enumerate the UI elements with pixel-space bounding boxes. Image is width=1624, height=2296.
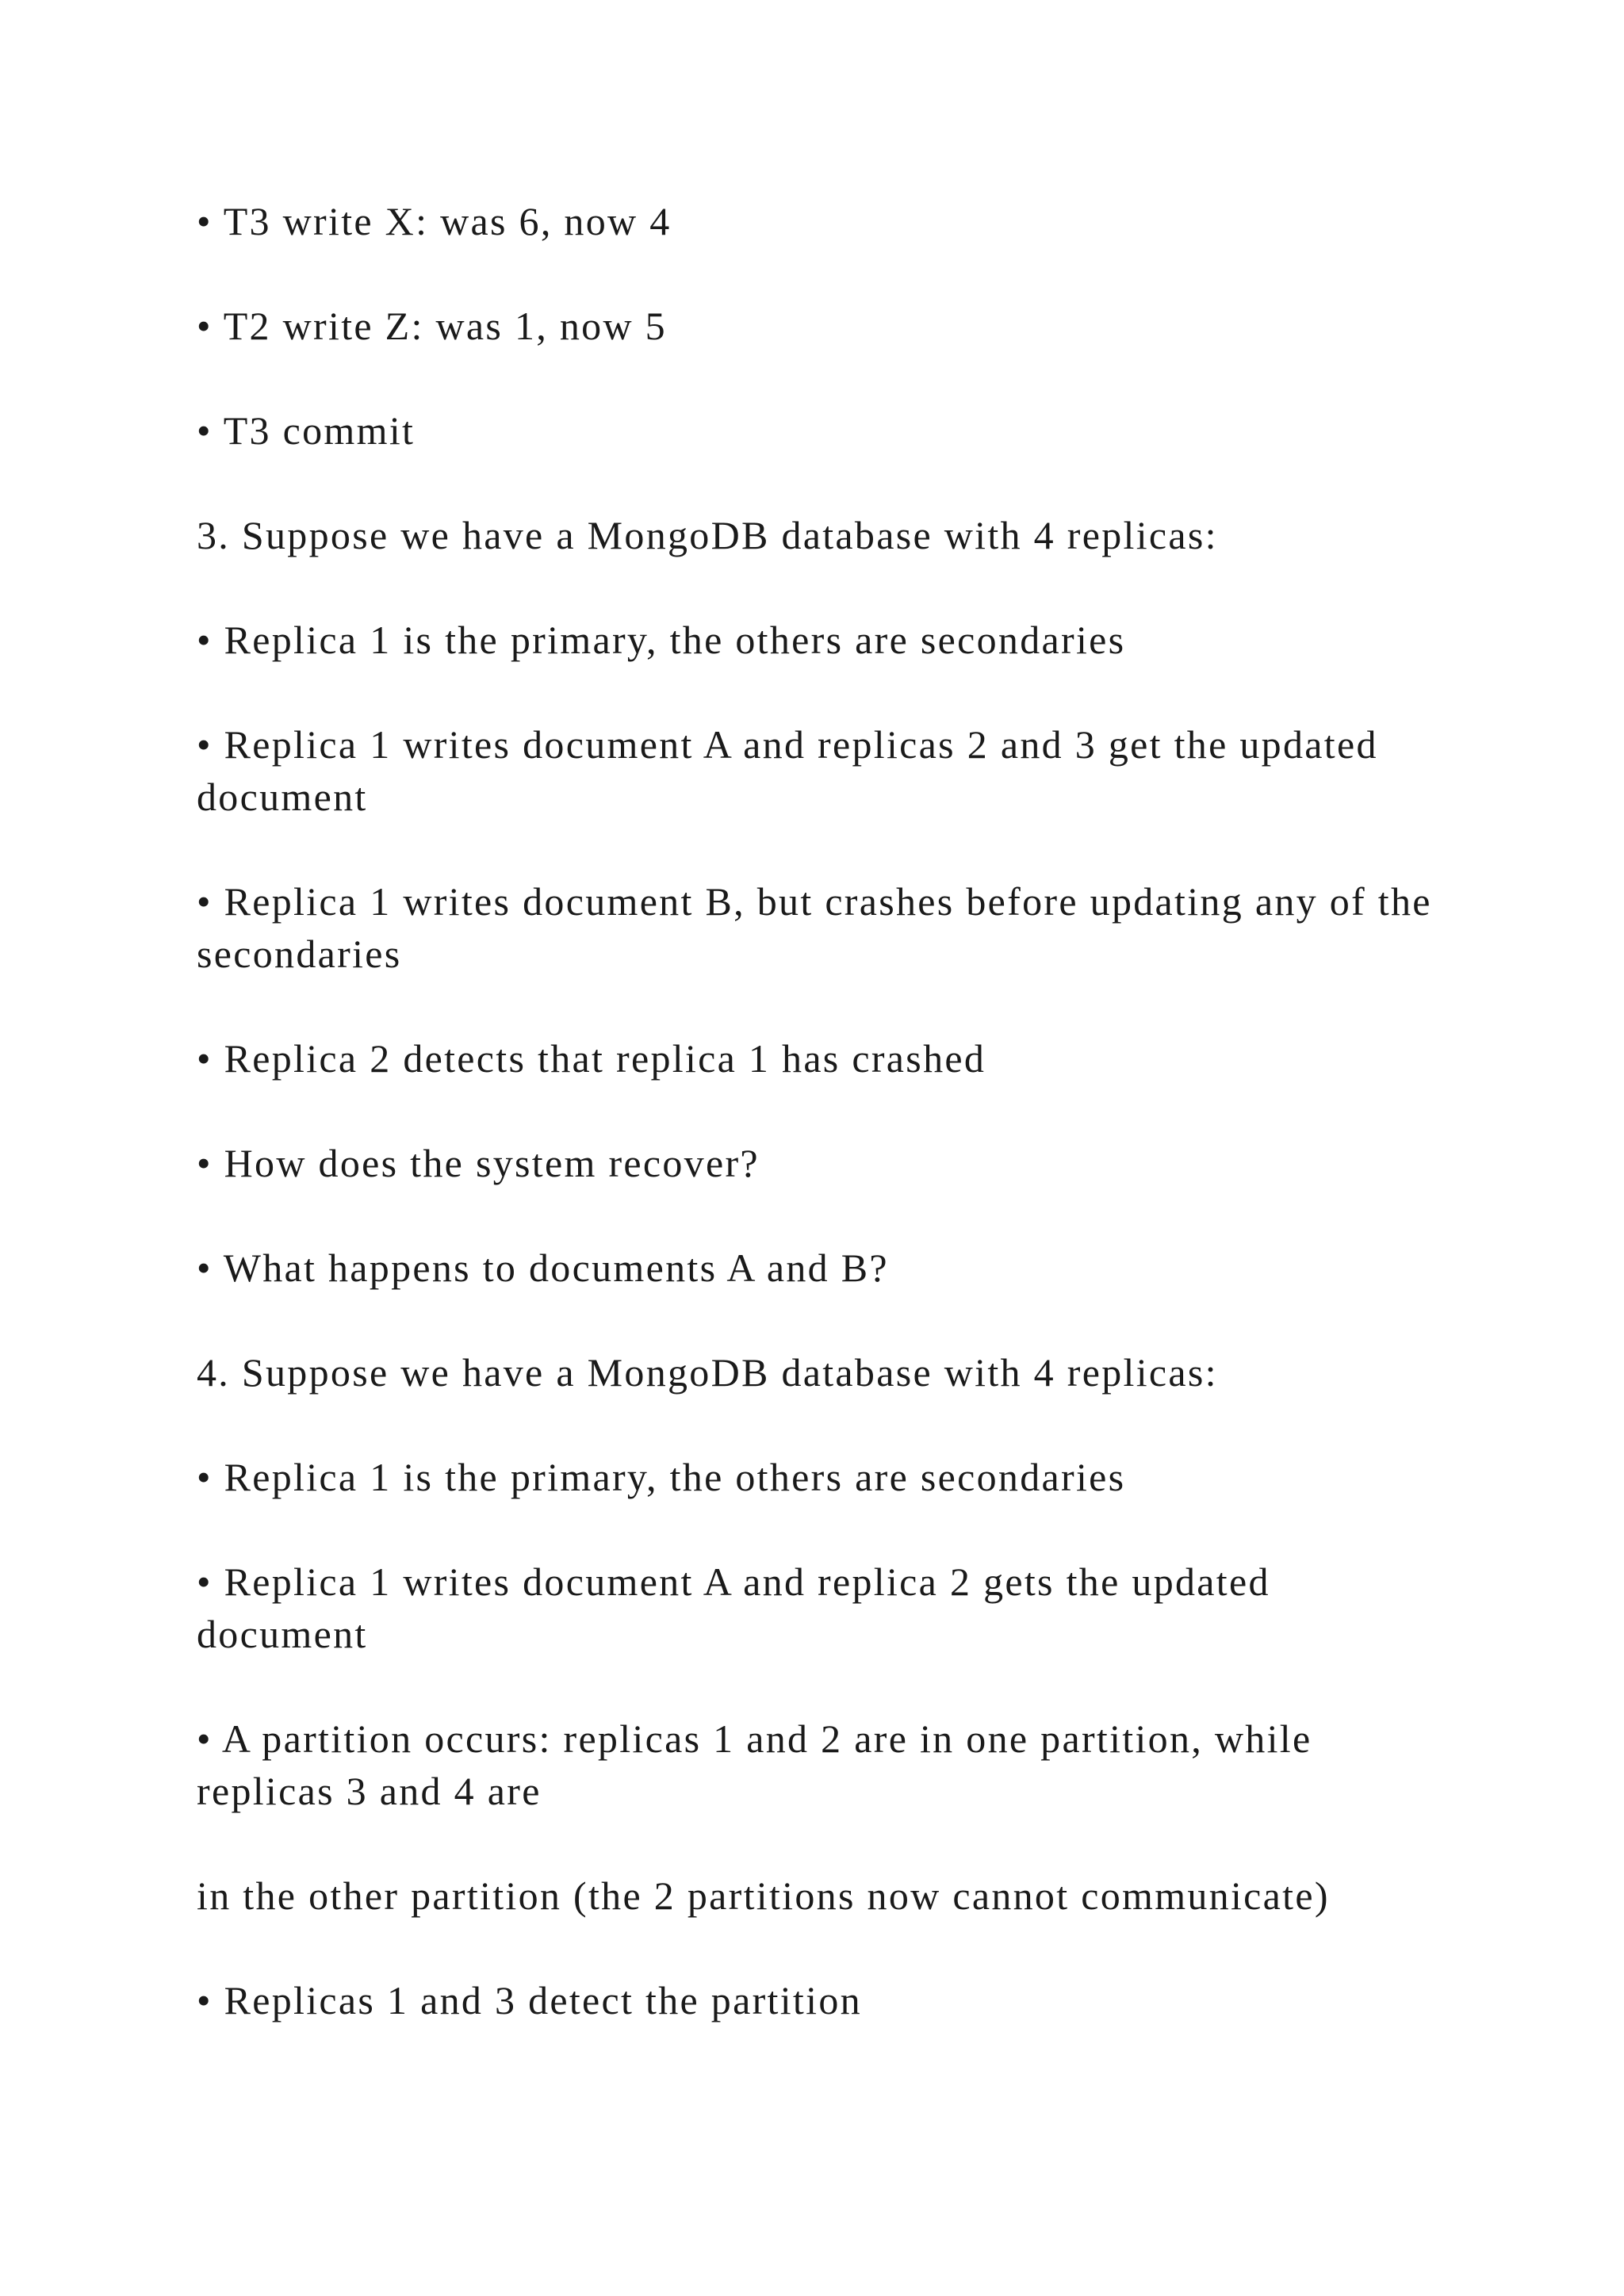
q3-bullet-detects-crash: • Replica 2 detects that replica 1 has crashed [197,1036,986,1081]
q3-bullet-how-recover: • How does the system recover? [197,1141,760,1185]
q4-partition-continued: in the other partition (the 2 partitions now cannot communicate) [197,1873,1330,1918]
q4-bullet-partition: • A partition occurs: replicas 1 and 2 are in one partition, while replicas 3 and 4 are [197,1716,1312,1813]
q3-bullet-primary: • Replica 1 is the primary, the others are secondaries [197,618,1126,662]
q4-bullet-detect-partition: • Replicas 1 and 3 detect the partition [197,1978,862,2022]
bullet-t3-write-x: • T3 write X: was 6, now 4 [197,199,672,243]
q3-bullet-what-happens: • What happens to documents A and B? [197,1246,889,1290]
question-4-heading: 4. Suppose we have a MongoDB database with 4 replicas: [197,1350,1218,1395]
document-body [197,195,1450,2079]
q3-bullet-writes-a: • Replica 1 writes document A and replicas 2 and 3 get the updated document [197,722,1378,819]
bullet-t2-write-z: • T2 write Z: was 1, now 5 [197,304,667,348]
bullet-t3-commit: • T3 commit [197,408,416,453]
q3-bullet-writes-b: • Replica 1 writes document B, but crashes before updating any of the secondaries [197,879,1432,976]
q4-bullet-primary: • Replica 1 is the primary, the others are secondaries [197,1455,1126,1499]
question-3-heading: 3. Suppose we have a MongoDB database with 4 replicas: [197,513,1218,557]
q4-bullet-writes-a: • Replica 1 writes document A and replica 2 gets the updated document [197,1559,1270,1656]
